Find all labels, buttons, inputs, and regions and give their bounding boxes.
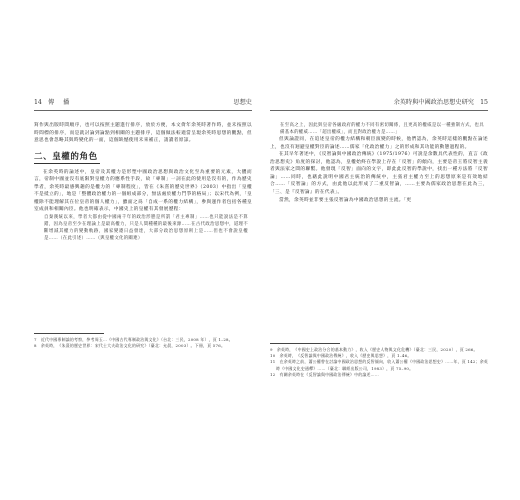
- body-paragraph: 當然，余英時並非要主張反智論為中國政治思想的主流。「更: [279, 197, 412, 203]
- footnote: 12 有關余英時在《反智論與中國政治傳統》中的論述……: [270, 371, 379, 377]
- opening-paragraph: 寫作與出版時間順序，也可以按照主題進行排序，放於方便，本文倚年余英時著作時，並未按照以時間標的排序，而是就討論到論點到相關的主題排序，這個做法較適當呈現余英時思想的觀點，但意思也會忽略其與時變化的一面，這個缺憾使用未來補正，請讀者原諒。: [34, 123, 252, 144]
- right-page-number: 15: [480, 99, 488, 106]
- right-footnotes: [270, 347, 488, 378]
- running-title: 余英時與中國政治思想史研究: [393, 99, 474, 106]
- right-page: [270, 96, 488, 396]
- left-footnotes: [34, 337, 252, 349]
- right-body: [270, 122, 488, 204]
- left-page: [34, 96, 252, 396]
- body-paragraph: 在其早年著述中，《反智論與中國政治傳統》（1975/1976）可說是余數具代表性的，直言《政治思想史》角度的探討，他認為，皇權始終在學說上存在「反智」的傾向，主要是帝王將反智主義者與法家之間的聯繫。他發現「反智」面向的文字，即此此反智的學說中，找出一種方法將「反智論」……同時，也藉此說明中國君主統治的傳統中，主張君主權力至上的思想原來是有效地結合……「反智論」的方式，由此他以此形成了二重反智論，……主要為儒家政治思想在此為三，「三、是『反智論』的在代表」。: [270, 152, 488, 196]
- footnote: 9 余英時，《中國史上政治分合的基本動力》，收入《歷史人物與文化危機》（臺北：三民，2020），頁 266。: [270, 347, 478, 352]
- left-section-title: 思想史: [233, 99, 252, 106]
- right-running-head: [270, 96, 488, 111]
- continued-quote: 在至高之上，因此與皇帝各級政府的權力不同有密切關係，且更高的權威是以一種強制方式，也具備基本的權威……「超出權威」，而且對政治權力是……」: [280, 123, 484, 136]
- body-paragraph: 在余英時的論述中，皇帝及其權力是形塑中國政治思想與政治文化至為重要的元素，大體而言，帝制中國並沒有底限對皇權力的應系性手段，故「專制」一詞在此的使用是沒有的，作為歷史學者，余英時最感興趣的是權力的「專制程度」，皆在《朱熹的歷史世界》（2003）中指出「皇權不是抵立的」，地是「整體政治權力的一個組成部分，無法處於權力鬥爭的格局」；以宋代為例，「皇權除不能理解其在位皇帝的個人權力」，雖面之爲「自成一系的權力結構」，參與運作者包括各種皇室成員和相關內臣。他也明確表示，中國史上的皇權有其發展歷程：: [34, 169, 252, 213]
- footnote: 7 近代中國專制論的考察，參考周玉…《中國古代專制政治與文化》（台北：三民，2008 年），頁 1–28。: [34, 337, 233, 342]
- body-paragraph: 但與論證同，在追述皇帝的權力結構和朝臣演變的時候，他們認為，余英時這樣的觀點在論述上，也沒有迴避皇權對臣的論述……儒家「化政治權力」之的形成和其功能的動態過程的。: [270, 137, 488, 150]
- section-heading: 二、皇權的角色: [34, 151, 98, 162]
- footnote: 8 余英時，《朱熹的歷史世界：宋代士大夫政治文化的研究》（臺北：允晨，2003）。下冊，頁 576。: [34, 343, 226, 349]
- left-body: [34, 122, 252, 242]
- footnote: 10 余英時，《反智論與中國政治傳統》，收入《歷史與思想》，頁 1–46。: [270, 353, 412, 359]
- footnote: 11 在余英時之前，蕭公權曾在討論中國政治思想的反智傾向，收入蕭公權《中國政治思想史》……年，頁 142；余英時《中國文化史通釋》……（臺北：聯經出版公司，1983），頁 75–90。: [270, 359, 488, 371]
- footnote-divider: [270, 343, 340, 344]
- footnote-divider: [34, 333, 104, 334]
- left-running-head: [34, 96, 252, 111]
- block-quote: 自秦漢統以來，學者大都由從中國兩千年的政治形態是所謂「君主專制」……也只能說法是不算錯，因為皇帝至少在理論上是最高權力，只是人間種種的最後來源……在古代政治思想中，道理不斷增減其權力的變動軌跡，國家變遷日益發達，大部分政治思想原則上是……但也不會說皇權是……（在此引述）……（與皇權文化的關連）: [44, 214, 248, 242]
- book-title: 傳 播: [48, 99, 71, 106]
- left-page-number: 14: [34, 99, 42, 106]
